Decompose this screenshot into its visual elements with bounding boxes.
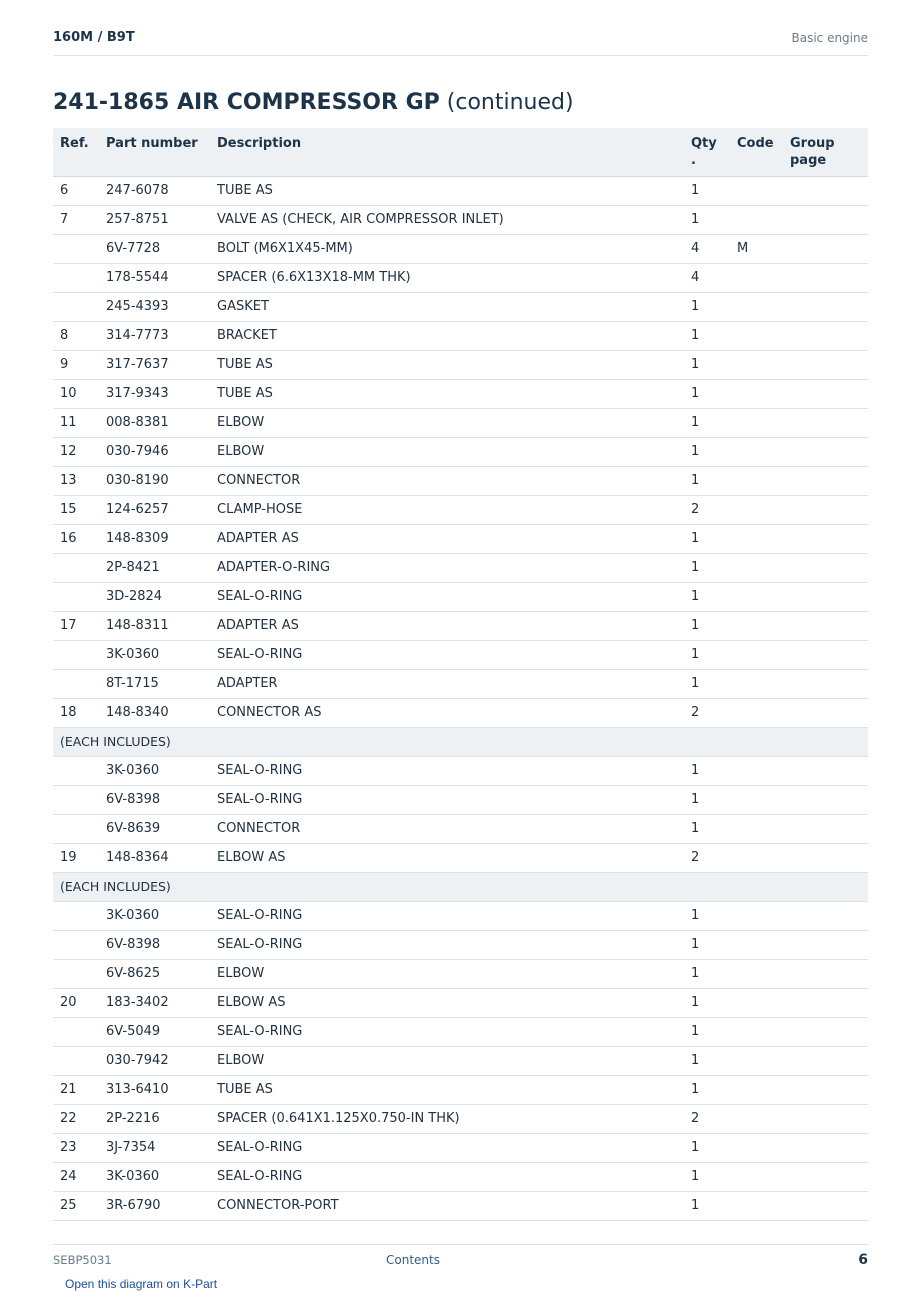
group-page-cell [790, 785, 868, 814]
part-number-cell: 3K-0360 [106, 1162, 217, 1191]
model-label: 160M / B9T [53, 30, 135, 45]
part-number-cell: 3D-2824 [106, 582, 217, 611]
ref-cell: 7 [53, 205, 106, 234]
description-cell: ELBOW [217, 437, 691, 466]
part-number-cell: 3K-0360 [106, 901, 217, 930]
table-row [53, 176, 868, 205]
qty-cell: 1 [691, 437, 737, 466]
part-number-cell: 314-7773 [106, 321, 217, 350]
code-cell [737, 1133, 790, 1162]
group-page-cell [790, 756, 868, 785]
part-number-cell: 317-9343 [106, 379, 217, 408]
ref-cell: 20 [53, 988, 106, 1017]
table-row [53, 321, 868, 350]
table-row [53, 379, 868, 408]
ref-cell [53, 959, 106, 988]
part-number-cell: 3J-7354 [106, 1133, 217, 1162]
qty-cell: 1 [691, 553, 737, 582]
ref-cell: 12 [53, 437, 106, 466]
code-cell [737, 814, 790, 843]
group-page-cell [790, 1017, 868, 1046]
qty-cell: 2 [691, 1104, 737, 1133]
ref-cell: 6 [53, 176, 106, 205]
part-number-cell: 030-7946 [106, 437, 217, 466]
part-number-cell: 6V-8625 [106, 959, 217, 988]
includes-note: (EACH INCLUDES) [53, 872, 868, 901]
description-cell: ADAPTER AS [217, 611, 691, 640]
code-cell [737, 1191, 790, 1220]
part-number-cell: 008-8381 [106, 408, 217, 437]
code-cell [737, 582, 790, 611]
group-page-cell [790, 901, 868, 930]
description-cell: ELBOW [217, 408, 691, 437]
qty-cell: 1 [691, 582, 737, 611]
group-page-cell [790, 234, 868, 263]
table-row [53, 814, 868, 843]
description-cell: SEAL-O-RING [217, 756, 691, 785]
code-cell [737, 524, 790, 553]
footer-divider [53, 1244, 868, 1245]
group-page-cell [790, 1104, 868, 1133]
code-cell [737, 379, 790, 408]
qty-cell: 1 [691, 1133, 737, 1162]
code-cell [737, 1104, 790, 1133]
ref-cell: 13 [53, 466, 106, 495]
group-page-cell [790, 1191, 868, 1220]
table-row [53, 292, 868, 321]
part-number-cell: 030-8190 [106, 466, 217, 495]
col-qty: Qty . [691, 128, 737, 176]
group-page-cell [790, 495, 868, 524]
description-cell: ELBOW AS [217, 843, 691, 872]
ref-cell: 25 [53, 1191, 106, 1220]
description-cell: CONNECTOR [217, 466, 691, 495]
qty-cell: 1 [691, 205, 737, 234]
description-cell: TUBE AS [217, 379, 691, 408]
qty-cell: 1 [691, 930, 737, 959]
part-number-cell: 257-8751 [106, 205, 217, 234]
description-cell: SEAL-O-RING [217, 640, 691, 669]
qty-cell: 1 [691, 379, 737, 408]
group-page-cell [790, 988, 868, 1017]
qty-cell: 1 [691, 785, 737, 814]
part-number-cell: 030-7942 [106, 1046, 217, 1075]
group-page-cell [790, 292, 868, 321]
group-page-cell [790, 437, 868, 466]
part-number-cell: 6V-8639 [106, 814, 217, 843]
table-row [53, 756, 868, 785]
parts-table [53, 128, 868, 1221]
part-number-cell: 3K-0360 [106, 756, 217, 785]
ref-cell: 8 [53, 321, 106, 350]
code-cell [737, 176, 790, 205]
part-number-cell: 148-8311 [106, 611, 217, 640]
section-label: Basic engine [791, 31, 868, 45]
table-row [53, 466, 868, 495]
qty-cell: 1 [691, 176, 737, 205]
code-cell [737, 640, 790, 669]
col-part-number: Part number [106, 128, 217, 176]
table-row [53, 263, 868, 292]
qty-cell: 1 [691, 1017, 737, 1046]
part-number-cell: 3R-6790 [106, 1191, 217, 1220]
header-row [53, 128, 868, 176]
qty-cell: 1 [691, 640, 737, 669]
description-cell: TUBE AS [217, 350, 691, 379]
qty-cell: 2 [691, 698, 737, 727]
ref-cell [53, 785, 106, 814]
description-cell: TUBE AS [217, 1075, 691, 1104]
part-number-cell: 148-8309 [106, 524, 217, 553]
col-code: Code [737, 128, 790, 176]
qty-cell: 2 [691, 495, 737, 524]
qty-cell: 1 [691, 611, 737, 640]
description-cell: SEAL-O-RING [217, 1017, 691, 1046]
part-number-cell: 183-3402 [106, 988, 217, 1017]
ref-cell: 18 [53, 698, 106, 727]
table-row [53, 234, 868, 263]
qty-cell: 1 [691, 756, 737, 785]
table-row [53, 1075, 868, 1104]
col-group-page: Group page [790, 128, 868, 176]
open-diagram-link[interactable]: Open this diagram on K-Part [65, 1277, 218, 1291]
qty-cell: 1 [691, 901, 737, 930]
code-cell [737, 1162, 790, 1191]
table-row [53, 408, 868, 437]
table-row [53, 1046, 868, 1075]
qty-cell: 1 [691, 524, 737, 553]
part-number-cell: 313-6410 [106, 1075, 217, 1104]
ref-cell: 15 [53, 495, 106, 524]
description-cell: SEAL-O-RING [217, 901, 691, 930]
group-page-cell [790, 553, 868, 582]
group-page-cell [790, 176, 868, 205]
document-id: SEBP5031 [53, 1253, 112, 1267]
part-number-cell: 2P-2216 [106, 1104, 217, 1133]
ref-cell: 9 [53, 350, 106, 379]
code-cell [737, 205, 790, 234]
qty-cell: 1 [691, 408, 737, 437]
part-number-cell: 6V-5049 [106, 1017, 217, 1046]
includes-note-row [53, 727, 868, 756]
ref-cell [53, 669, 106, 698]
ref-cell: 19 [53, 843, 106, 872]
code-cell [737, 292, 790, 321]
ref-cell [53, 263, 106, 292]
table-row [53, 205, 868, 234]
group-page-cell [790, 814, 868, 843]
part-number-cell: 148-8364 [106, 843, 217, 872]
table-row [53, 959, 868, 988]
code-cell [737, 843, 790, 872]
table-row [53, 1104, 868, 1133]
description-cell: SEAL-O-RING [217, 1162, 691, 1191]
table-row [53, 437, 868, 466]
description-cell: VALVE AS (CHECK, AIR COMPRESSOR INLET) [217, 205, 691, 234]
ref-cell [53, 756, 106, 785]
description-cell: SPACER (0.641X1.125X0.750-IN THK) [217, 1104, 691, 1133]
description-cell: GASKET [217, 292, 691, 321]
part-number-cell: 6V-8398 [106, 785, 217, 814]
table-row [53, 901, 868, 930]
code-cell [737, 437, 790, 466]
ref-cell: 22 [53, 1104, 106, 1133]
group-page-cell [790, 640, 868, 669]
code-cell [737, 959, 790, 988]
code-cell [737, 756, 790, 785]
group-page-cell [790, 959, 868, 988]
group-page-cell [790, 698, 868, 727]
table-row [53, 495, 868, 524]
table-row [53, 611, 868, 640]
table-row [53, 350, 868, 379]
group-page-cell [790, 1046, 868, 1075]
parts-table-header [53, 128, 868, 176]
description-cell: BOLT (M6X1X45-MM) [217, 234, 691, 263]
code-cell [737, 611, 790, 640]
table-row [53, 1162, 868, 1191]
page-number: 6 [858, 1252, 868, 1268]
qty-cell: 1 [691, 988, 737, 1017]
qty-cell: 1 [691, 669, 737, 698]
code-cell [737, 553, 790, 582]
qty-cell: 1 [691, 1191, 737, 1220]
group-page-cell [790, 1075, 868, 1104]
table-row [53, 1133, 868, 1162]
code-cell: M [737, 234, 790, 263]
description-cell: CONNECTOR [217, 814, 691, 843]
part-number-cell: 6V-8398 [106, 930, 217, 959]
part-number-cell: 178-5544 [106, 263, 217, 292]
code-cell [737, 1075, 790, 1104]
group-page-cell [790, 843, 868, 872]
group-page-cell [790, 669, 868, 698]
title-suffix: (continued) [446, 90, 574, 115]
group-page-cell [790, 205, 868, 234]
code-cell [737, 466, 790, 495]
code-cell [737, 698, 790, 727]
group-page-cell [790, 1162, 868, 1191]
description-cell: CONNECTOR AS [217, 698, 691, 727]
description-cell: CONNECTOR-PORT [217, 1191, 691, 1220]
qty-cell: 1 [691, 959, 737, 988]
ref-cell [53, 292, 106, 321]
group-page-cell [790, 350, 868, 379]
table-row [53, 843, 868, 872]
table-row [53, 785, 868, 814]
group-page-cell [790, 379, 868, 408]
description-cell: SEAL-O-RING [217, 930, 691, 959]
code-cell [737, 1017, 790, 1046]
description-cell: SEAL-O-RING [217, 1133, 691, 1162]
ref-cell [53, 814, 106, 843]
qty-cell: 1 [691, 321, 737, 350]
qty-cell: 1 [691, 466, 737, 495]
table-row [53, 698, 868, 727]
ref-cell [53, 901, 106, 930]
ref-cell: 24 [53, 1162, 106, 1191]
ref-cell [53, 582, 106, 611]
table-row [53, 582, 868, 611]
qty-cell: 4 [691, 263, 737, 292]
description-cell: SEAL-O-RING [217, 582, 691, 611]
page-title [53, 90, 574, 115]
group-page-cell [790, 582, 868, 611]
part-number-cell: 2P-8421 [106, 553, 217, 582]
description-cell: ADAPTER [217, 669, 691, 698]
ref-cell: 21 [53, 1075, 106, 1104]
col-ref: Ref. [53, 128, 106, 176]
qty-cell: 1 [691, 1075, 737, 1104]
part-number-cell: 247-6078 [106, 176, 217, 205]
table-row [53, 1191, 868, 1220]
qty-cell: 1 [691, 1162, 737, 1191]
ref-cell: 11 [53, 408, 106, 437]
qty-cell: 1 [691, 814, 737, 843]
code-cell [737, 321, 790, 350]
group-page-cell [790, 930, 868, 959]
code-cell [737, 263, 790, 292]
qty-cell: 4 [691, 234, 737, 263]
col-description: Description [217, 128, 691, 176]
description-cell: TUBE AS [217, 176, 691, 205]
table-row [53, 930, 868, 959]
qty-cell: 1 [691, 1046, 737, 1075]
code-cell [737, 785, 790, 814]
table-row [53, 988, 868, 1017]
ref-cell: 10 [53, 379, 106, 408]
group-page-cell [790, 1133, 868, 1162]
group-page-cell [790, 263, 868, 292]
code-cell [737, 350, 790, 379]
part-number-cell: 245-4393 [106, 292, 217, 321]
description-cell: ELBOW [217, 1046, 691, 1075]
ref-cell [53, 640, 106, 669]
ref-cell: 17 [53, 611, 106, 640]
table-row [53, 553, 868, 582]
page-header [53, 28, 868, 56]
part-number-cell: 124-6257 [106, 495, 217, 524]
group-page-cell [790, 408, 868, 437]
description-cell: CLAMP-HOSE [217, 495, 691, 524]
qty-cell: 1 [691, 350, 737, 379]
ref-cell [53, 930, 106, 959]
code-cell [737, 669, 790, 698]
contents-link[interactable]: Contents [386, 1253, 440, 1267]
description-cell: ELBOW AS [217, 988, 691, 1017]
includes-note: (EACH INCLUDES) [53, 727, 868, 756]
description-cell: ELBOW [217, 959, 691, 988]
code-cell [737, 930, 790, 959]
qty-cell: 2 [691, 843, 737, 872]
code-cell [737, 988, 790, 1017]
table-row [53, 524, 868, 553]
group-page-cell [790, 524, 868, 553]
group-page-cell [790, 611, 868, 640]
code-cell [737, 495, 790, 524]
group-page-cell [790, 466, 868, 495]
part-number-cell: 3K-0360 [106, 640, 217, 669]
description-cell: ADAPTER AS [217, 524, 691, 553]
part-number-cell: 317-7637 [106, 350, 217, 379]
includes-note-row [53, 872, 868, 901]
table-row [53, 640, 868, 669]
table-row [53, 669, 868, 698]
ref-cell: 16 [53, 524, 106, 553]
ref-cell [53, 553, 106, 582]
part-number-cell: 6V-7728 [106, 234, 217, 263]
description-cell: SPACER (6.6X13X18-MM THK) [217, 263, 691, 292]
qty-cell: 1 [691, 292, 737, 321]
code-cell [737, 408, 790, 437]
code-cell [737, 1046, 790, 1075]
part-number-cell: 8T-1715 [106, 669, 217, 698]
group-page-cell [790, 321, 868, 350]
ref-cell: 23 [53, 1133, 106, 1162]
table-row [53, 1017, 868, 1046]
group-code-name: 241-1865 AIR COMPRESSOR GP [53, 90, 440, 115]
description-cell: SEAL-O-RING [217, 785, 691, 814]
description-cell: BRACKET [217, 321, 691, 350]
code-cell [737, 901, 790, 930]
part-number-cell: 148-8340 [106, 698, 217, 727]
description-cell: ADAPTER-O-RING [217, 553, 691, 582]
parts-table-body [53, 176, 868, 1220]
ref-cell [53, 1046, 106, 1075]
ref-cell [53, 234, 106, 263]
ref-cell [53, 1017, 106, 1046]
